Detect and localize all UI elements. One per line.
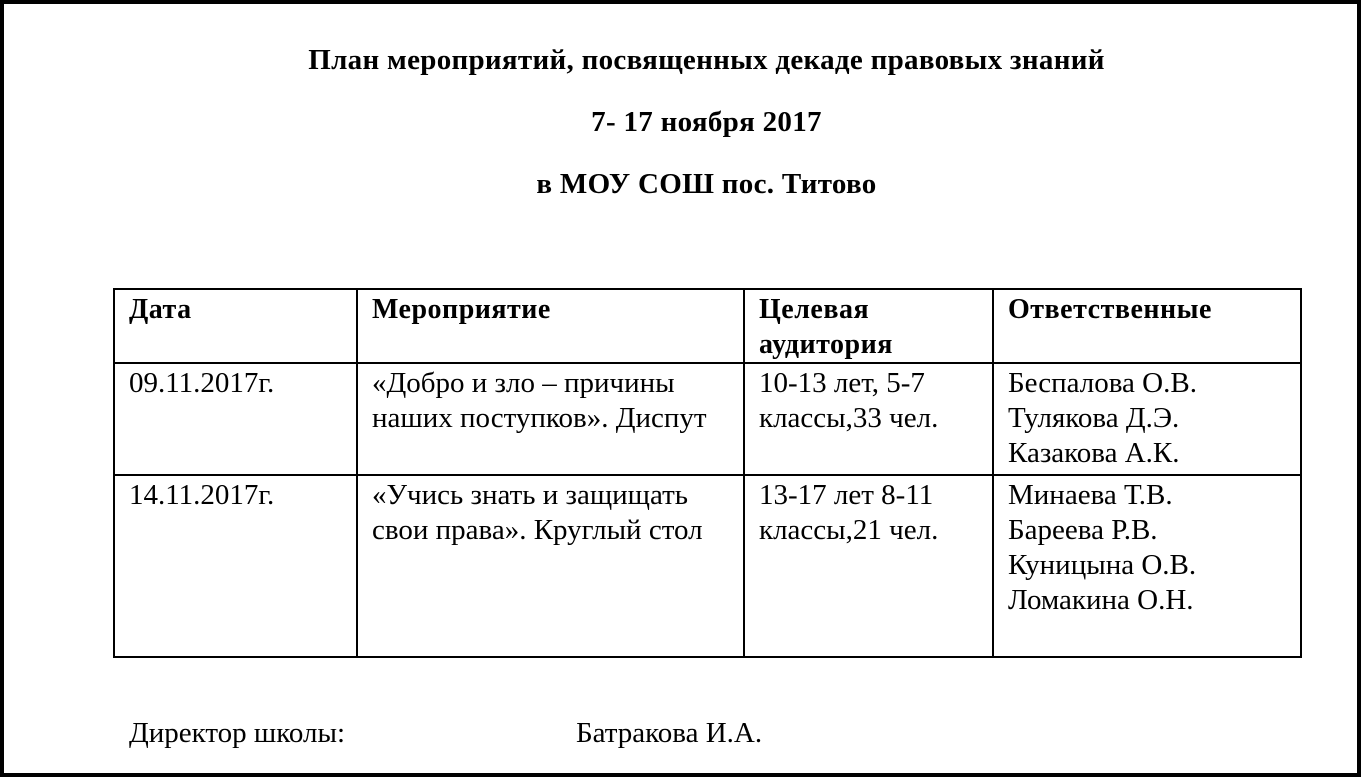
cell-event: «Добро и зло – причины наших поступков». Диспут — [357, 363, 744, 475]
table-row — [114, 475, 1301, 657]
document-location: в МОУ СОШ пос. Титово — [536, 168, 877, 200]
signature-label: Директор школы: — [129, 717, 345, 749]
responsible-person: Минаева Т.В. — [1008, 479, 1173, 511]
events-table — [113, 288, 1302, 658]
responsible-person: Казакова А.К. — [1008, 437, 1180, 469]
header-date: Дата — [114, 289, 357, 363]
cell-audience: 10-13 лет, 5-7 классы,33 чел. — [744, 363, 993, 475]
table-row — [114, 363, 1301, 475]
cell-responsible — [993, 363, 1301, 475]
table-header-row — [114, 289, 1301, 363]
cell-date: 14.11.2017г. — [114, 475, 357, 657]
header-event: Мероприятие — [357, 289, 744, 363]
document-dates: 7- 17 ноября 2017 — [591, 106, 822, 138]
responsible-person: Тулякова Д.Э. — [1008, 402, 1180, 434]
responsible-person: Ломакина О.Н. — [1008, 584, 1194, 616]
cell-event: «Учись знать и защищать свои права». Круглый стол — [357, 475, 744, 657]
cell-date: 09.11.2017г. — [114, 363, 357, 475]
responsible-person: Беспалова О.В. — [1008, 367, 1197, 399]
header-responsible: Ответственные — [993, 289, 1301, 363]
responsible-person: Бареева Р.В. — [1008, 514, 1158, 546]
responsible-person: Куницына О.В. — [1008, 549, 1197, 581]
cell-audience: 13-17 лет 8-11 классы,21 чел. — [744, 475, 993, 657]
header-audience: Целевая аудитория — [744, 289, 993, 363]
document-title: План мероприятий, посвященных декаде правовых знаний — [308, 44, 1105, 76]
cell-responsible — [993, 475, 1301, 657]
signature-name: Батракова И.А. — [576, 717, 763, 749]
